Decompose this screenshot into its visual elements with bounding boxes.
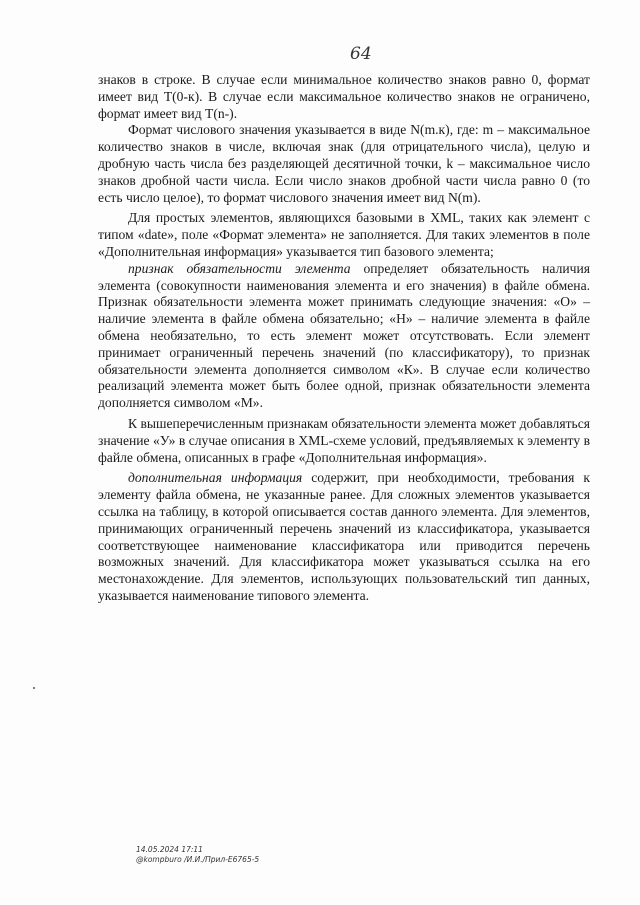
paragraph-additional-info-text: содержит, при необходимости, требования к элементу файла обмена, не указанные ранее. Для сложных элементов указывается ссылка на таблицу, в которой описывается состав данного элемента. Для элементов, принимающих ограниченный перечень значений из классификатора, указывается соответствующее наименование классификатора или приводится перечень возможных значений. Для классификатора может указываться ссылка на его местонахождение. Для элементов, использующих пользовательский тип данных, указывается наименование типового элемента. (98, 470, 590, 603)
stamp-reference: @kompburo /И.И./Прил-Е6765-5 (136, 855, 260, 864)
paragraph-format-text: знаков в строке. В случае если минимальное количество знаков равно 0, формат имеет вид T(0-к). В случае если максимальное количество знаков не ограничено, формат имеет вид T(n-). (98, 72, 590, 121)
term-additional-info: дополнительная информация (128, 470, 303, 486)
paragraph-required-flag (98, 261, 590, 412)
paragraph-additional-info (98, 470, 590, 604)
paragraph-required-flag-text: определяет обязательность наличия элемента (совокупности наименования элемента и его значения) в файле обмена. Признак обязательности элемента может принимать следующие значения: «О» – наличие элемента в файле обмена обязательно; «Н» – наличие элемента в файле обмена необязательно, то есть элемент может отсутствовать. Если элемент принимает ограниченный перечень значений (по классификатору), то признак обязательности элемента дополняется символом «К». В случае если количество реализаций элемента может быть более одной, признак обязательности элемента дополняется символом «М». (98, 260, 590, 411)
scan-speck (33, 687, 35, 689)
paragraph-condition-flag: К вышеперечисленным признакам обязательности элемента может добавляться значение «У» в случае описания в XML-схеме условий, предъявляемых к элементу в файле обмена, описанных в графе «Дополнительная информация». (98, 415, 590, 465)
paragraph-xml-base-types: Для простых элементов, являющихся базовыми в XML, таких как элемент с типом «date», поле «Формат элемента» не заполняется. Для таких элементов в поле «Дополнительная информация» указывается тип базового элемента; (98, 210, 590, 259)
term-required-flag: признак обязательности элемента (128, 260, 351, 276)
paragraph-numeric-format: Формат числового значения указывается в виде N(m.к), где: m – максимальное количество знаков в числе, включая знак (для отрицательного числа), целую и дробную часть числа без разделяющей десятичной точки, k – максимальное число знаков дробной части числа. Если число знаков дробной части числа равно 0 (то есть число целое), то формат числового значения имеет вид N(m). (98, 122, 590, 205)
print-stamp (136, 845, 259, 865)
body-text (98, 72, 590, 605)
page-number: 64 (350, 44, 372, 64)
stamp-datetime: 14.05.2024 17:11 (136, 845, 203, 854)
